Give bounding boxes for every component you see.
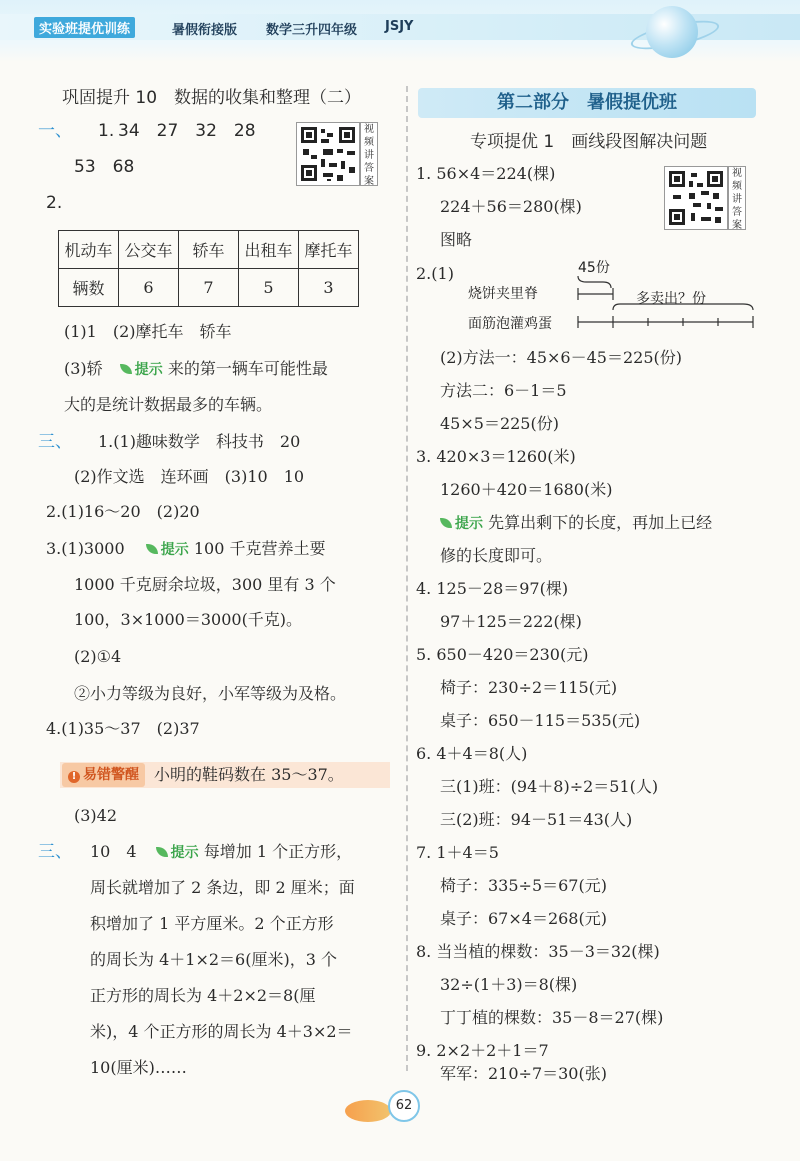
r-q8-a: 8. 当当植的棵数：35－3＝32(棵) [416,942,660,961]
hint-label: 提示 [156,845,199,861]
page-number: 62 [388,1090,420,1122]
r-q5-a: 5. 650－420＝230(元) [416,645,589,664]
s3-line4: 的周长为 4＋1×2＝6(厘米)，3 个 [90,950,337,969]
s3-line7: 10(厘米)…… [90,1058,187,1077]
submarine-icon [345,1100,391,1122]
table-header-cell: 出租车 [239,231,299,269]
subject-label: 数学三升四年级 [266,23,358,38]
table-cell: 6 [119,269,179,307]
r-q4-b: 97＋125＝222(棵) [440,612,582,631]
r-q8-c: 丁丁植的棵数：35－8＝27(棵) [440,1008,664,1027]
q1-answers-line2: 53 68 [74,157,135,177]
seg-row2-label: 面筋泡灌鸡蛋 [468,316,552,332]
r-q7-a: 7. 1＋4＝5 [416,843,499,862]
r-q9-b: 军军：210÷7＝30(张) [440,1064,607,1083]
series-badge: 实验班提优训练 [34,17,135,38]
table-header-cell: 公交车 [119,231,179,269]
code-label: JSJY [385,19,414,34]
segment-diagram [408,258,788,338]
warning-label: ! 易错警醒 [62,763,145,787]
section-marker-1: 一、 [38,121,72,141]
table-cell: 5 [239,269,299,307]
qr-code-icon[interactable] [296,122,360,186]
q2-label: 2. [46,193,63,213]
s2-q3: 3.(1)3000 提示 100 千克营养土要 [46,539,326,558]
r-q3-a: 3. 420×3＝1260(米) [416,447,576,466]
r-q9-a: 9. 2×2＋2＋1＝7 [416,1041,549,1060]
s2-q1: 1.(1)趣味数学 科技书 20 [98,432,301,451]
r-q6-b: 三(1)班：(94＋8)÷2＝51(人) [440,777,659,796]
r-q6-a: 6. 4＋4＝8(人) [416,744,528,763]
s2-q4-c: (3)42 [74,806,118,825]
section-marker-3: 三、 [38,842,72,862]
data-table [58,230,359,307]
planet-icon [646,6,698,58]
s3-line3: 积增加了 1 平方厘米。2 个正方形 [90,914,334,933]
q1-label: 1. [98,121,115,141]
s2-q3-hint-3: 100，3×1000＝3000(千克)。 [74,610,303,629]
s3-line2: 周长就增加了 2 条边，即 2 厘米；面 [90,878,355,897]
s3-line5: 正方形的周长为 4＋2×2＝8(厘 [90,986,316,1005]
section-marker-2: 三、 [38,432,72,452]
table-row [59,231,359,269]
r-q4-a: 4. 125－28＝97(棵) [416,579,569,598]
r-q8-b: 32÷(1＋3)＝8(棵) [440,975,578,994]
s2-q1-b: (2)作文选 连环画 (3)10 10 [74,467,305,486]
leaf-icon [156,847,168,857]
r-q2-b: (2)方法一：45×6－45＝225(份) [440,348,682,367]
leaf-icon [146,544,158,554]
seg-top-label: 45份 [578,260,610,276]
q2-answer-a: (1)1 (2)摩托车 轿车 [64,322,232,341]
table-cell: 辆数 [59,269,119,307]
r-q1-b: 224＋56＝280(棵) [440,197,582,216]
sub-title: 专项提优 1 画线段图解决问题 [470,132,708,152]
hint-label: 提示 [146,542,189,558]
r-q5-b: 椅子：230÷2＝115(元) [440,678,618,697]
section-title: 巩固提升 10 数据的收集和整理（二） [62,88,362,108]
r-q3-hint-2: 修的长度即可。 [440,546,553,565]
s3-line6: 米)，4 个正方形的周长为 4＋3×2＝ [90,1022,353,1041]
seg-row1-label: 烧饼夹里脊 [468,286,538,302]
seg-question: 多卖出？份 [636,291,706,307]
leaf-icon [440,518,452,528]
table-header-cell: 机动车 [59,231,119,269]
r-q7-c: 桌子：67×4＝268(元) [440,909,607,928]
r-q7-b: 椅子：335÷5＝67(元) [440,876,607,895]
alert-icon: ! [68,771,80,783]
hint-label: 提示 [440,516,483,532]
s2-q2: 2.(1)16～20 (2)20 [46,502,200,521]
part-banner: 第二部分 暑假提优班 [418,88,756,118]
leaf-icon [120,364,132,374]
r-q3-b: 1260＋420＝1680(米) [440,480,613,499]
q2-answer-b: (3)轿 提示 来的第一辆车可能性最 [64,359,328,378]
s2-q3-c: ②小力等级为良好，小军等级为及格。 [74,684,347,703]
hint-label: 提示 [120,362,163,378]
s3-answer: 10 4 提示 每增加 1 个正方形， [90,842,353,861]
r-q1-c: 图略 [440,230,473,249]
edition-label: 暑假衔接版 [172,23,238,38]
s2-q3-b: (2)①4 [74,647,122,666]
r-q3-hint: 提示 先算出剩下的长度，再加上已经 [440,513,712,534]
r-q5-c: 桌子：650－115＝535(元) [440,711,641,730]
qr-code-icon[interactable] [664,166,728,230]
r-q6-c: 三(2)班：94－51＝43(人) [440,810,633,829]
qr-label: 视 频 讲 答 案 [360,122,378,186]
s2-q4: 4.(1)35～37 (2)37 [46,719,200,738]
r-q2-c: 方法二：6－1＝5 [440,381,567,400]
s2-q3-hint-2: 1000 千克厨余垃圾，300 里有 3 个 [74,575,336,594]
table-header-cell: 摩托车 [299,231,359,269]
qr-label: 视 频 讲 答 案 [728,166,746,230]
r-q2-label: 2.(1) [416,264,454,283]
table-cell: 3 [299,269,359,307]
r-q1-a: 1. 56×4＝224(棵) [416,164,556,183]
warning-text: 小明的鞋码数在 35～37。 [154,765,344,784]
column-divider [406,86,408,1071]
seg-top-brace [578,276,611,288]
q1-answers-line1: 34 27 32 28 [118,121,256,141]
q2-hint-line2: 大的是统计数据最多的车辆。 [64,395,273,414]
table-cell: 7 [179,269,239,307]
table-header-cell: 轿车 [179,231,239,269]
table-row [59,269,359,307]
r-q2-d: 45×5＝225(份) [440,414,559,433]
